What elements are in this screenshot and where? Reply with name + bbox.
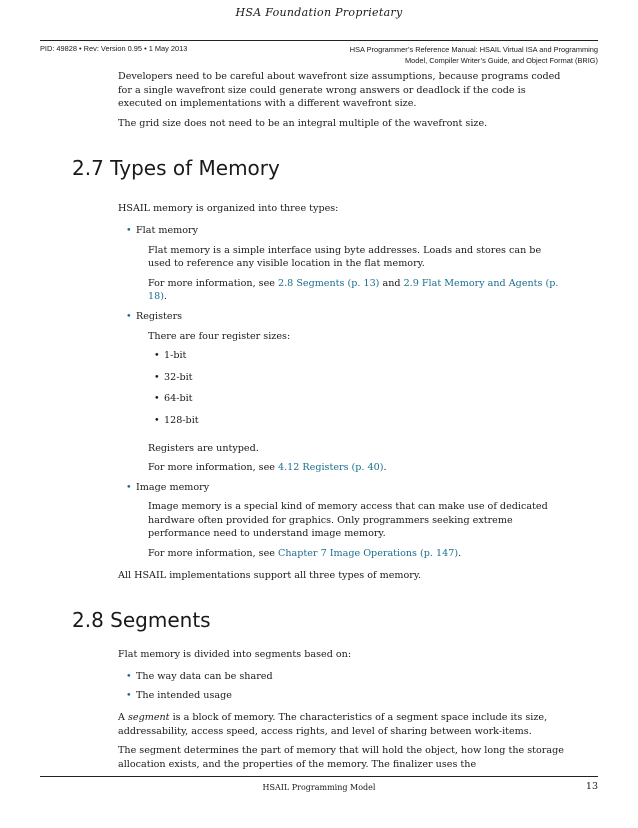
link-flat-memory-agents[interactable]: 2.9 Flat Memory and Agents (p. 18) — [148, 277, 559, 303]
page-body — [0, 70, 638, 777]
section-heading-types-of-memory: 2.7 Types of Memory — [72, 156, 280, 181]
register-sizes-intro: There are four register sizes: — [148, 330, 291, 342]
intro-paragraph: Developers need to be careful about wavefront size assumptions, because programs coded for a single wavefront size could generate wrong answers or deadlock if the code is executed on implementations with a different wavefront size. — [118, 71, 561, 110]
image-memory-more-info: For more information, see Chapter 7 Image Operations (p. 147). — [148, 548, 462, 560]
memory-types-intro: HSAIL memory is organized into three types: — [118, 203, 339, 215]
image-memory-description: Image memory is a special kind of memory access that can make use of dedicated hardware often provided for graphics. Only programmers seeking extreme performance need to understand image memory. — [148, 501, 548, 540]
bullet-sharing: • The way data can be shared — [136, 670, 564, 684]
document-title-line-1: HSA Programmer’s Reference Manual: HSAIL Virtual ISA and Programming — [349, 45, 598, 54]
flat-memory-description: Flat memory is a simple interface using byte addresses. Loads and stores can be used to reference any visible location in the flat memory. — [148, 244, 542, 270]
link-image-operations[interactable]: Chapter 7 Image Operations (p. 147) — [278, 548, 459, 560]
bullet-registers: • Registers — [136, 310, 564, 324]
memory-types-closing: All HSAIL implementations support all three types of memory. — [118, 569, 422, 581]
register-size-item: • 64-bit — [164, 392, 638, 406]
bullet-image-memory: • Image memory — [136, 481, 564, 495]
running-header-title: HSA Foundation Proprietary — [235, 6, 403, 19]
register-size-item: • 1-bit — [164, 349, 638, 363]
segments-intro: Flat memory is divided into segments based on: — [118, 649, 352, 661]
footer-rule — [40, 776, 598, 777]
registers-untyped: Registers are untyped. — [148, 442, 259, 454]
segment-storage-paragraph: The segment determines the part of memory that will hold the object, how long the storage allocation exists, and the properties of the memory. The finalizer uses the — [118, 745, 564, 770]
flat-memory-more-info: For more information, see 2.8 Segments (p. 13) and 2.9 Flat Memory and Agents (p. 18). — [148, 277, 559, 303]
register-size-item: • 32-bit — [164, 371, 638, 385]
intro-paragraph-grid: The grid size does not need to be an integral multiple of the wavefront size. — [118, 117, 488, 129]
document-title — [298, 44, 598, 66]
register-size-item: • 128-bit — [164, 414, 638, 428]
bullet-flat-memory: • Flat memory — [136, 224, 564, 238]
header-rule — [40, 40, 598, 41]
page-number: 13 — [585, 781, 598, 792]
registers-more-info: For more information, see 4.12 Registers (p. 40). — [148, 462, 387, 474]
section-heading-segments: 2.8 Segments — [72, 608, 211, 633]
document-id: PID: 49828 • Rev: Version 0.95 • 1 May 2013 — [40, 44, 188, 53]
segment-definition: A segment is a block of memory. The characteristics of a segment space include its size, addressability, access speed, access rights, and level of sharing between work-items. — [118, 712, 548, 737]
segment-term: segment — [127, 712, 170, 724]
bullet-usage: • The intended usage — [136, 689, 564, 703]
link-registers[interactable]: 4.12 Registers (p. 40) — [278, 462, 384, 474]
footer-chapter-title: HSAIL Programming Model — [262, 783, 376, 792]
document-title-line-2: Model, Compiler Writer’s Guide, and Object Format (BRIG) — [404, 56, 598, 65]
link-segments[interactable]: 2.8 Segments (p. 13) — [278, 277, 380, 289]
